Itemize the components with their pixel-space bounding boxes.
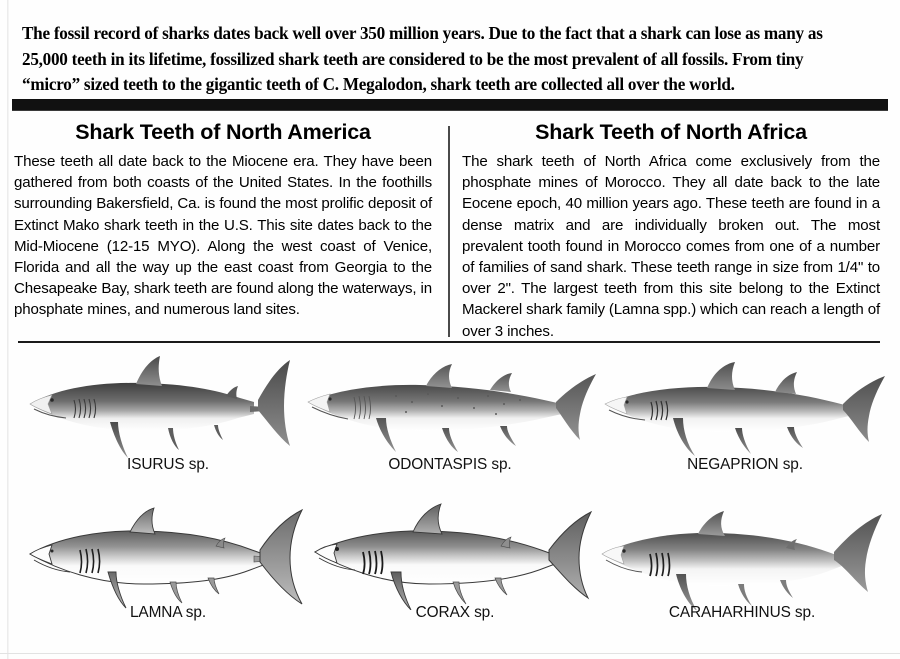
shark-row-1: [0, 352, 900, 500]
column-vertical-divider: [448, 126, 450, 337]
shark-cell-caraharhinus: [592, 500, 892, 648]
shark-cell-isurus: [18, 352, 318, 500]
shark-cell-negaprion: [595, 352, 895, 500]
shark-cell-odontaspis: [300, 352, 600, 500]
two-column-section: [14, 119, 886, 340]
lemon-shark-illustration: [595, 352, 895, 462]
corax-shark-illustration: [305, 500, 605, 610]
shark-label-corax: CORAX sp.: [415, 604, 495, 621]
column-body-north-africa: The shark teeth of North Africa come exclusively from the phosphate mines of Morocco. They all date back to the late Eocene epoch, 40 million years ago. These teeth are found in a dense matrix and are individually broken out. The most prevalent tooth found in Morocco comes from one of a number of families of sand shark. These teeth range in size from 1/4" to over 2". The largest teeth from this site belong to the Extinct Mackerel shark family (Lamna spp.) which can reach a length of over 3 inches.: [462, 153, 880, 340]
column-heading-north-america: Shark Teeth of North America: [75, 120, 371, 144]
shark-illustration-grid: [0, 352, 900, 648]
requiem-shark-illustration: [592, 500, 892, 610]
shark-row-2: [0, 500, 900, 648]
horizontal-rule: [18, 341, 880, 343]
shark-label-isurus: ISURUS sp.: [127, 456, 209, 473]
shark-label-lamna: LAMNA sp.: [129, 604, 207, 621]
scan-edge-bottom: [0, 653, 900, 654]
shark-label-negaprion: NEGAPRION sp.: [687, 456, 803, 473]
shark-label-caraharhinus: CARAHARHINUS sp.: [668, 604, 816, 621]
column-north-africa: [462, 119, 880, 342]
sand-tiger-shark-illustration: [300, 352, 600, 462]
column-north-america: [14, 119, 432, 321]
intro-paragraph: The fossil record of sharks dates back well over 350 million years. Due to the fact that a shark can lose as many as 25,000 teeth in its lifetime, fossilized shark teeth are considered to be the most prevalent of all fossils. From tiny “micro” sized teeth to the gigantic teeth of C. Megalodon, shark teeth are collected all over the world.: [22, 23, 823, 94]
column-heading-north-africa: Shark Teeth of North Africa: [535, 120, 807, 144]
shark-label-odontaspis: ODONTASPIS sp.: [388, 456, 512, 473]
porbeagle-shark-illustration: [18, 500, 318, 610]
black-separator-bar: [12, 99, 888, 110]
mako-shark-illustration: [18, 352, 318, 462]
shark-cell-corax: [305, 500, 605, 648]
column-body-north-america: These teeth all date back to the Miocene era. They have been gathered from both coasts of the United States. In the foothills surrounding Bakersfield, Ca. is found the most prolific deposit of Extinct Mako shark teeth in the U.S. This site dates back to the Mid-Miocene (12-15 MYO). Along the west coast of Venice, Florida and all the way up the east coast from Georgia to the Chesapeake Bay, shark teeth are found along the waterways, in phosphate mines, and numerous land sites.: [14, 153, 432, 319]
shark-cell-lamna: [18, 500, 318, 648]
